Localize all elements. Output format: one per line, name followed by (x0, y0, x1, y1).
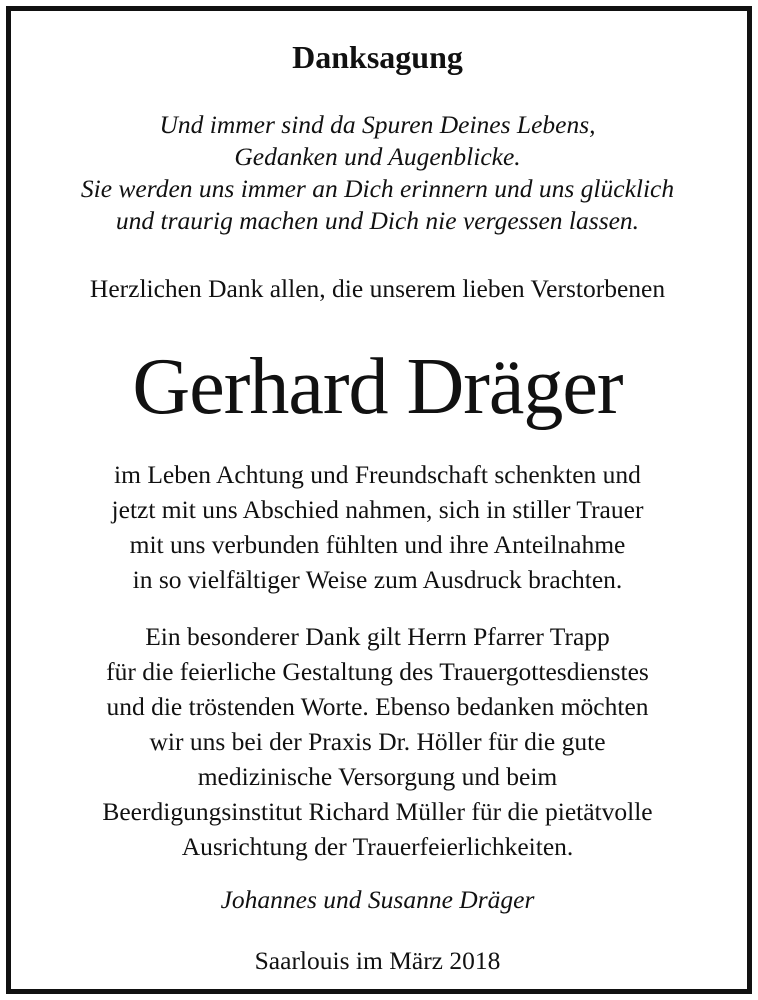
paragraph-line: in so vielfältiger Weise zum Ausdruck brachten. (132, 565, 623, 594)
poem-line: Und immer sind da Spuren Deines Lebens, (159, 110, 596, 139)
paragraph-line: medizinische Versorgung und beim (197, 762, 558, 791)
notice-content (11, 11, 744, 988)
poem-line: und traurig machen und Dich nie vergessen lassen. (115, 206, 640, 235)
paragraph-line: Beerdigungsinstitut Richard Müller für die pietätvolle (102, 797, 653, 826)
paragraph-line: im Leben Achtung und Freundschaft schenkten und (114, 460, 641, 489)
paragraph-line: jetzt mit uns Abschied nahmen, sich in stiller Trauer (111, 495, 644, 524)
thanks-paragraph-1 (11, 457, 744, 597)
paragraph-line: Ausrichtung der Trauerfeierlichkeiten. (181, 832, 574, 861)
thanks-intro: Herzlichen Dank allen, die unserem lieben Verstorbenen (89, 274, 666, 303)
poem-line: Gedanken und Augenblicke. (234, 142, 521, 171)
paragraph-line: für die feierliche Gestaltung des Trauergottesdienstes (106, 657, 649, 686)
paragraph-line: mit uns verbunden fühlten und ihre Anteilnahme (129, 530, 626, 559)
deceased-name: Gerhard Dräger (132, 343, 623, 431)
paragraph-line: Ein besonderer Dank gilt Herrn Pfarrer Trapp (145, 622, 610, 651)
paragraph-line: wir uns bei der Praxis Dr. Höller für die gute (149, 727, 606, 756)
signature: Johannes und Susanne Dräger (220, 885, 535, 914)
paragraph-line: und die tröstenden Worte. Ebenso bedanken möchten (106, 692, 649, 721)
thanks-paragraph-2 (11, 619, 744, 864)
poem-line: Sie werden uns immer an Dich erinnern und uns glücklich (80, 174, 675, 203)
notice-title: Danksagung (292, 39, 463, 75)
place-date: Saarlouis im März 2018 (254, 946, 501, 975)
poem (11, 109, 744, 237)
